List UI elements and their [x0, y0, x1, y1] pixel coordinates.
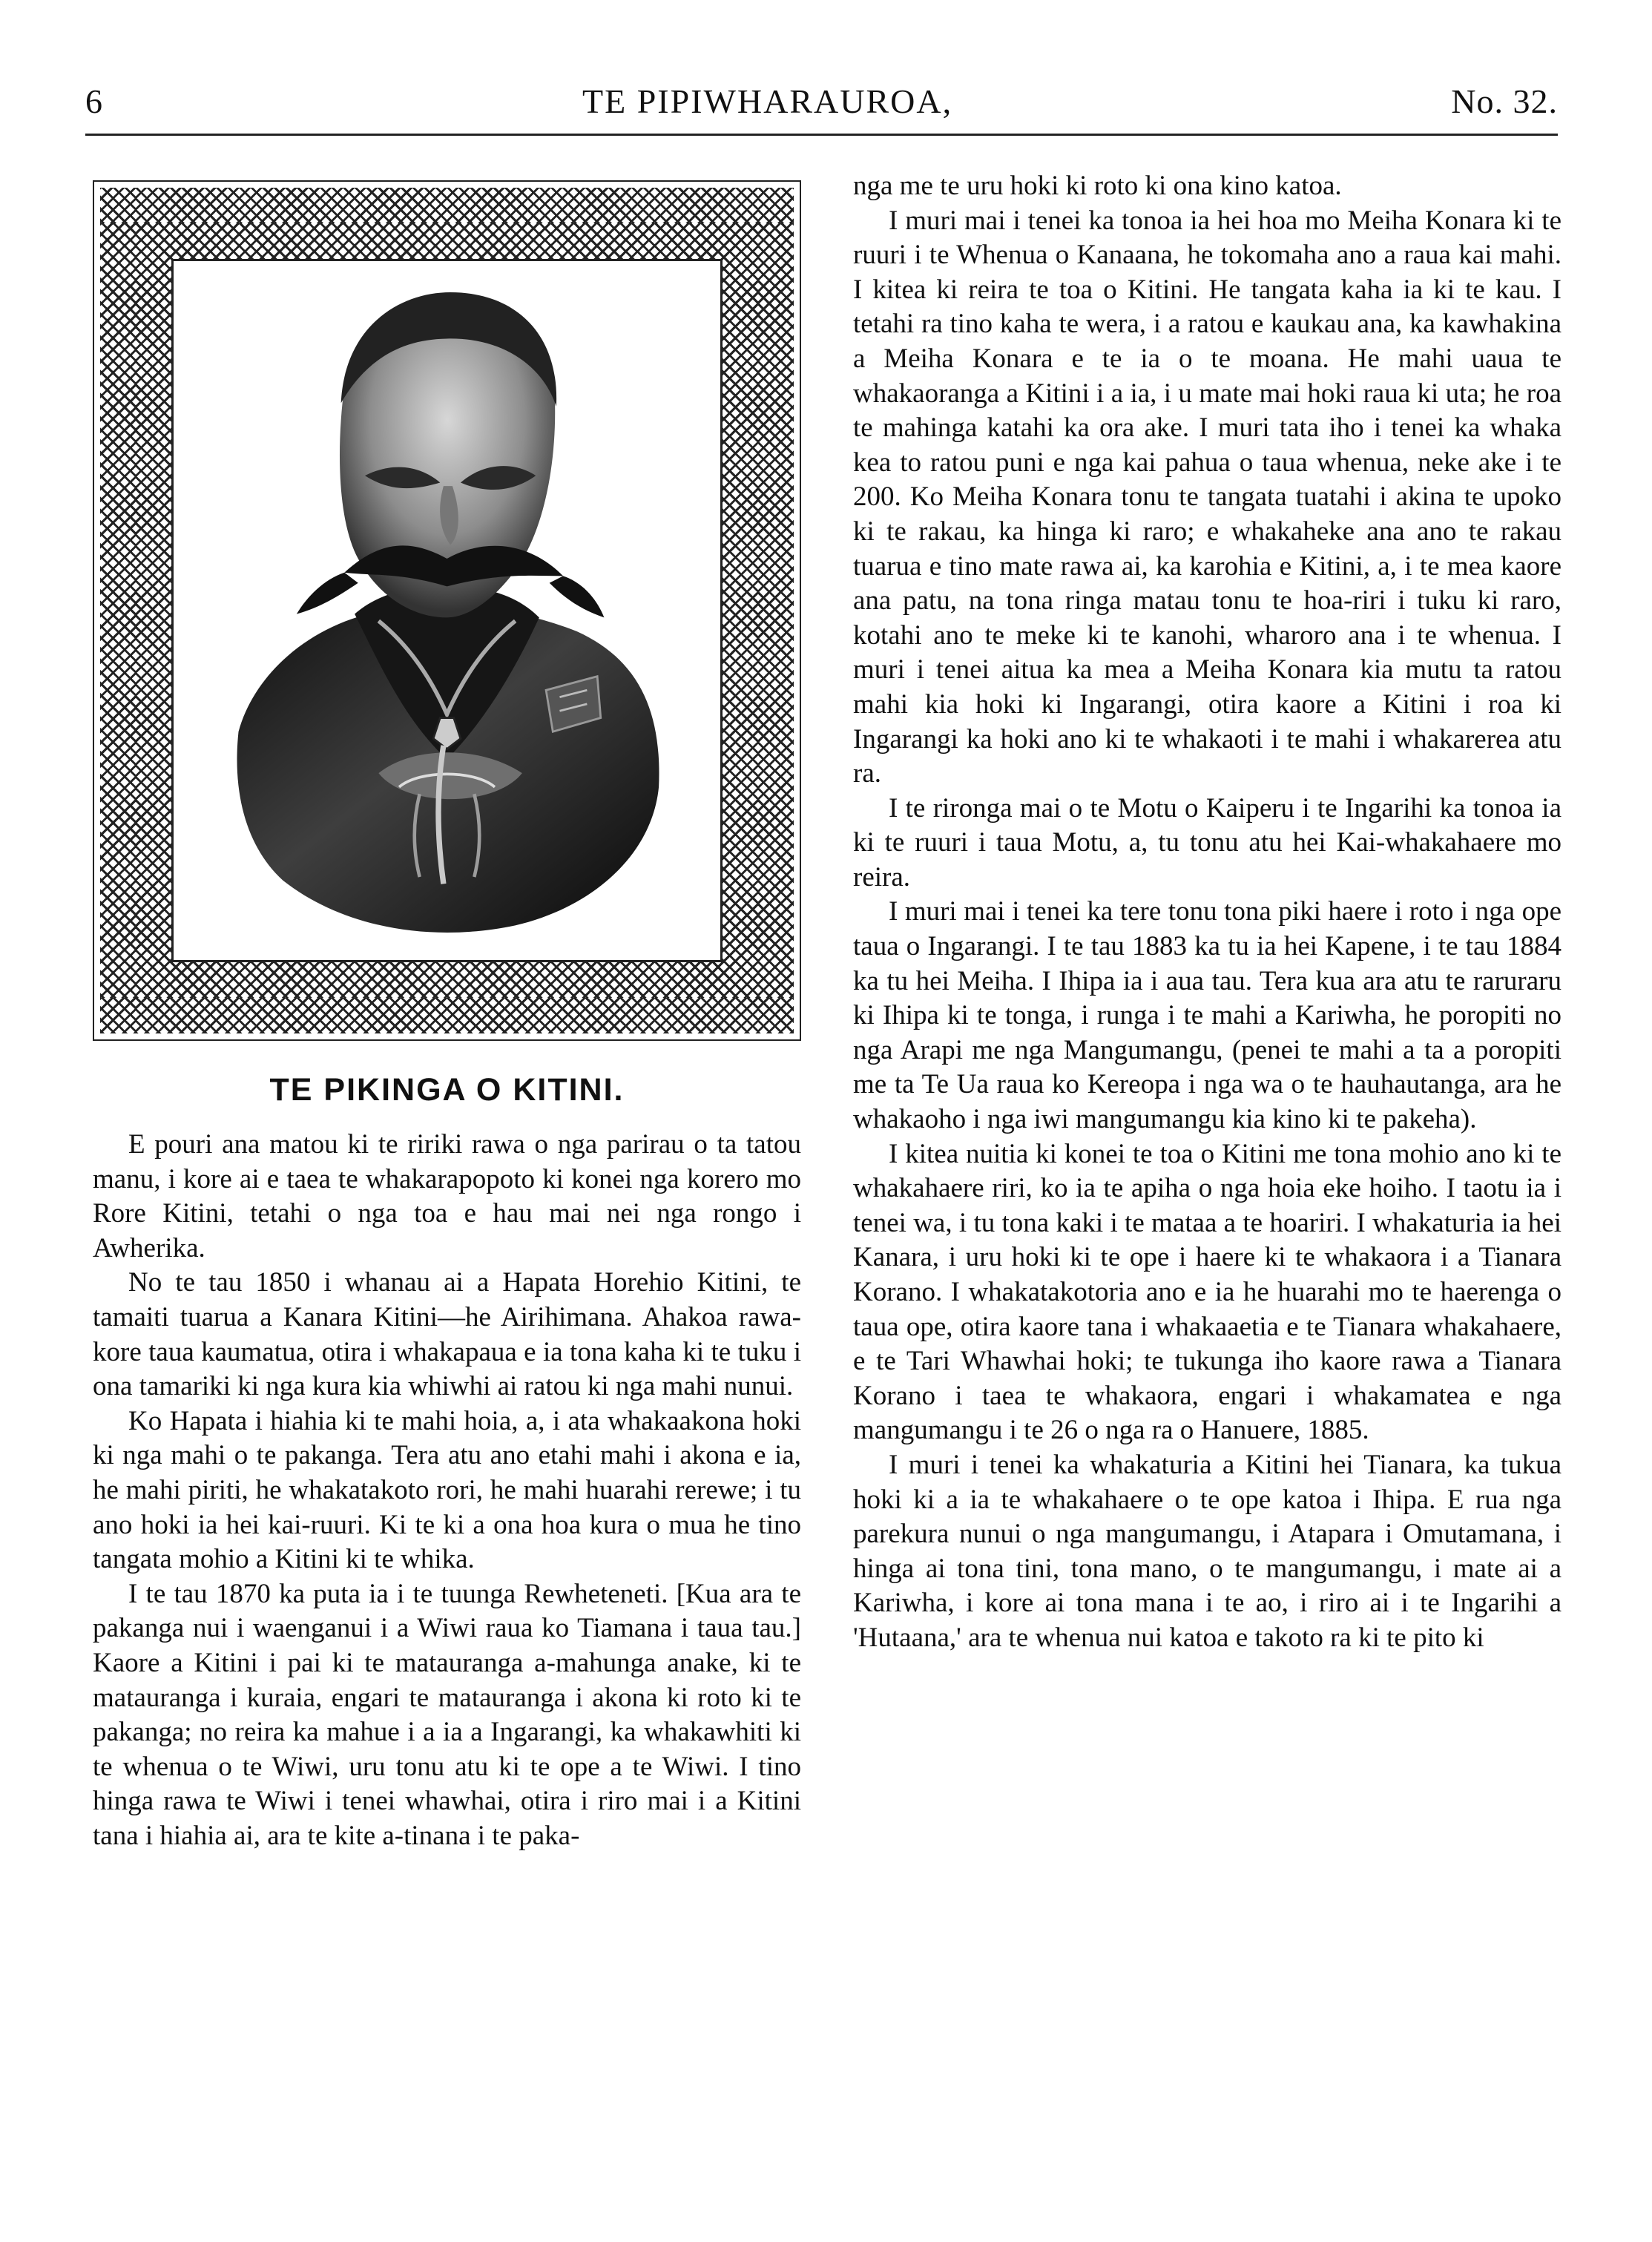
article-paragraph: I kitea nuitia ki konei te toa o Kitini me tona mohio ano ki te whakahaere riri, ko ia te apiha o nga hoia eke hoiho. I taotu ia i tenei wa, i tu tona kaki i te mataa a te hoariri. I whakaturia ia hei Kanara, i uru hoki ki te ope i haere ki te whakaora i a Tianara Korano. I whakatakotoria ano e ia he huarahi mo te haerenga o taua ope, otira kaore tana i whakaaetia e te Tianara whakahaere, e te Tari Whawhai hoki; te tukunga iho kaore rawa a Tianara Korano i taea te whakaora, engari i whakamatea e nga mangumangu i te 26 o nga ra o Hanuere, 1885. — [853, 1138, 1561, 1446]
article-paragraph: I te tau 1870 ka puta ia i te tuunga Rewheteneti. [Kua ara te pakanga nui i waenganui i a Wiwi raua ko Tiamana i taua tau.] Kaore a Kitini i pai ki te matauranga a-mahunga anake, ki te matauranga i kuraia, engari te matauranga i akona ki roto ki te pakanga; no reira ka mahue i a ia a Ingarangi, ka whakawhiti ki te whenua o te Wiwi, uru tonu atu ki te ope a te Wiwi. I tino hinga rawa te Wiwi i tenei whawhai, otira i riro mai i a Kitini tana i hiahia ai, ara te kite a-tinana i te paka- — [93, 1578, 801, 1851]
issue-number: No. 32. — [1451, 82, 1558, 120]
publication-title: TE PIPIWHARAUROA, — [582, 82, 953, 120]
portrait-illustration — [174, 261, 720, 960]
left-article-column — [93, 1128, 801, 1853]
portrait-photo — [171, 259, 723, 962]
article-paragraph: Ko Hapata i hiahia ki te mahi hoia, a, i ata whakaakona hoki ki nga mahi o te pakanga. Tera atu ano etahi mahi i akona e ia, he mahi piriti, he whakatakoto rori, he mahi huarahi rerewe; i tu ano hoki ia hei kai-ruuri. Ki te ki a ona hoa kura o mua he tino tangata mohio a Kitini ki te whika. — [93, 1405, 801, 1575]
page-number: 6 — [85, 82, 102, 120]
article-paragraph: No te tau 1850 i whanau ai a Hapata Horehio Kitini, te tamaiti tuarua a Kanara Kitini—he Airihimana. Ahakoa rawa-kore taua kaumatua, otira i whakapaua e ia tona kaha ki te tuku i ona tamariki ki nga kura kia whiwhi ai ratou ki nga mahi nunui. — [93, 1267, 801, 1402]
ornamental-border — [100, 188, 794, 1033]
article-paragraph: E pouri ana matou ki te ririki rawa o nga parirau o ta tatou manu, i kore ai e taea te whakarapopoto ki konei nga korero mo Rore Kitini, tetahi o nga toa e hau mai nei nga rongo i Awherika. — [93, 1129, 801, 1263]
portrait-frame — [93, 180, 801, 1041]
right-article-column — [853, 169, 1561, 1656]
article-paragraph: I muri mai i tenei ka tonoa ia hei hoa mo Meiha Konara ki te ruuri i te Whenua o Kanaana, he tokomaha ano a raua kai mahi. I kitea ki reira te toa o Kitini. He tangata kaha ia ki te kau. I tetahi ra tino kaha te wera, i a ratou e kaukau ana, ka kawhakina a Meiha Konara e te ia o te moana. He mahi uaua te whakaoranga a Kitini i a ia, i u mate mai hoki raua ki uta; he roa te mahinga katahi ka ora ake. I muri tata iho i tenei ka whaka kea to ratou puni e nga kai pahua o taua whenua, neke ake i te 200. Ko Meiha Konara tonu te tangata tuatahi i akina te upoko ki te rakau, ka hinga ki raro; e whakaheke ana ano te rakau tuarua e tino mate rawa ai, ka karohia e Kitini, a, i te mea kaore ana patu, na tona ringa matau tonu te hoa-riri i tuku ki raro, kotahi ano te meke ki te kanohi, wharoro ana i te whenua. I muri i tenei aitua ka mea a Meiha Konara kia mutu ta ratou mahi kia hoki ki Ingarangi, otira kaore a Kitini i roa ki Ingarangi ka hoki ano ki te whakaoti i te mahi i whakarerea atu ra. — [853, 205, 1561, 789]
article-title: TE PIKINGA O KITINI. — [269, 1072, 625, 1108]
article-paragraph: I muri mai i tenei ka tere tonu tona piki haere i roto i nga ope taua o Ingarangi. I te tau 1883 ka tu ia hei Kapene, i te tau 1884 ka tu hei Meiha. I Ihipa ia i aua tau. Tera kua ara atu te raruraru ki Ihipa ki te tonga, i runga i te mahi a Kariwha, he poropiti no nga Arapi me nga Mangumangu, (penei te mahi a ta a poropiti me ta Te Ua raua ko Kereopa i nga wa o te hauhautanga, ara he whakaoho i nga iwi mangumangu kia kino ki te pakeha). — [853, 896, 1561, 1135]
page-header — [85, 82, 1558, 136]
article-paragraph-continuation: nga me te uru hoki ki roto ki ona kino katoa. — [853, 171, 1342, 201]
article-paragraph: I te rironga mai o te Motu o Kaiperu i te Ingarihi ka tonoa ia ki te ruuri i taua Motu, a, tu tonu atu hei Kai-whakahaere mo reira. — [853, 792, 1561, 892]
article-paragraph: I muri i tenei ka whakaturia a Kitini hei Tianara, ka tukua hoki ki a ia te whakahaere o te ope katoa i Ihipa. E rua nga parekura nunui o nga mangumangu, i Atapara i Omutamana, i hinga ai tona tini, tona mano, o te mangumangu, i mate ai a Kariwha, i kore ai tona mana i te ao, i riro ai i te Ingarihi a 'Hutaana,' ara te whenua nui katoa e takoto ra ki te pito ki — [853, 1449, 1561, 1653]
